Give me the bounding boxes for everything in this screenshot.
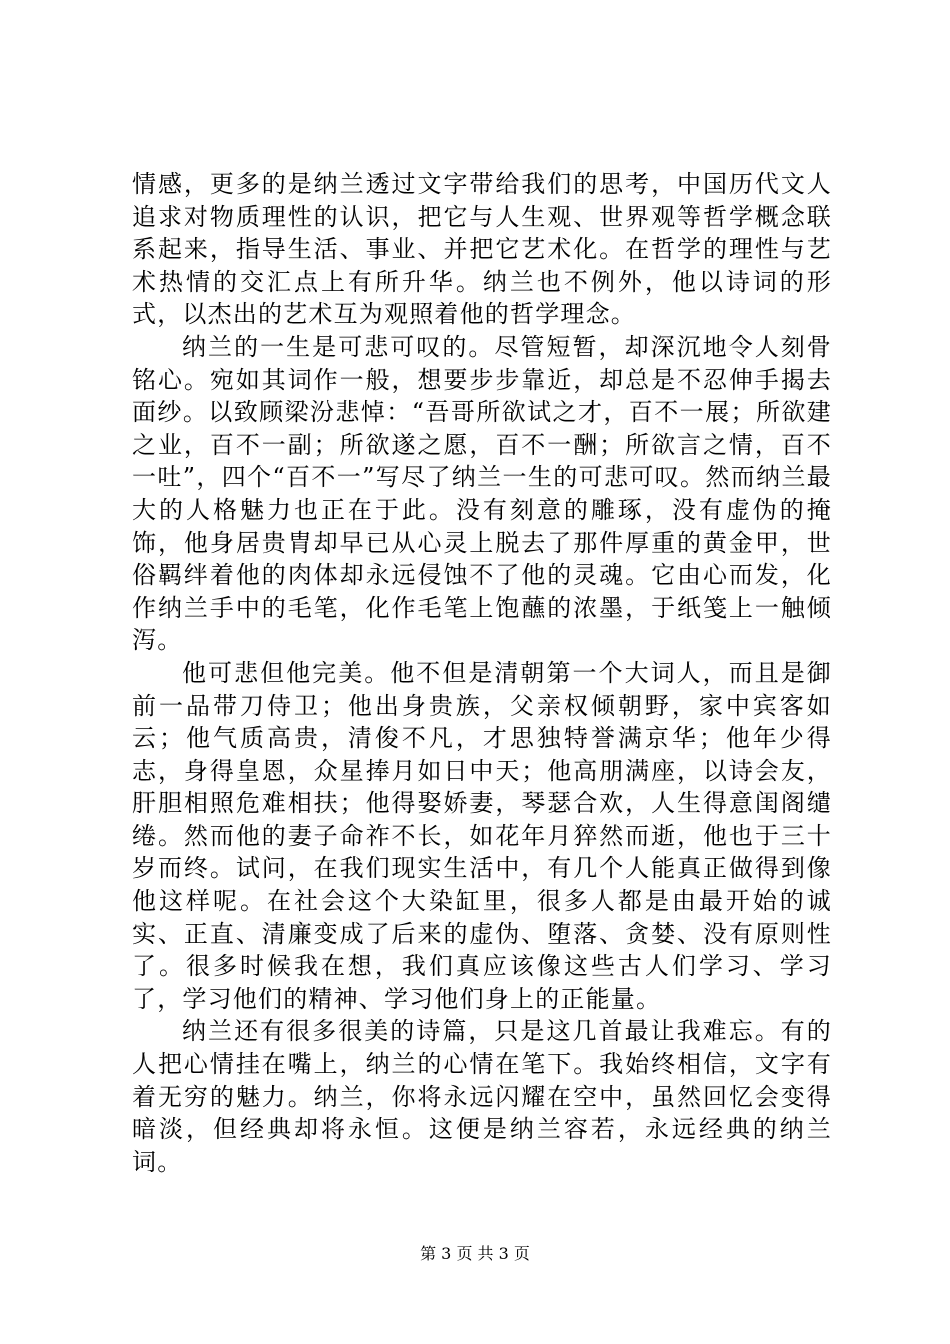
document-body xyxy=(132,168,832,1178)
paragraph-2: 纳兰的一生是可悲可叹的。尽管短暂，却深沉地令人刻骨铭心。宛如其词作一般，想要步步靠近，却总是不忍伸手揭去面纱。以致顾梁汾悲悼：“吾哥所欲试之才，百不一展；所欲建之业，百不一副；所欲遂之愿，百不一酬；所欲言之情，百不一吐”，四个“百不一”写尽了纳兰一生的可悲可叹。然而纳兰最大的人格魅力也正在于此。没有刻意的雕琢，没有虚伪的掩饰，他身居贵胄却早已从心灵上脱去了那件厚重的黄金甲，世俗羁绊着他的肉体却永远侵蚀不了他的灵魂。它由心而发，化作纳兰手中的毛笔，化作毛笔上饱蘸的浓墨，于纸笺上一触倾泻。 xyxy=(132,332,832,655)
paragraph-3: 他可悲但他完美。他不但是清朝第一个大词人，而且是御前一品带刀侍卫；他出身贵族，父亲权倾朝野，家中宾客如云；他气质高贵，清俊不凡，才思独特誉满京华；他年少得志，身得皇恩，众星捧月如日中天；他高朋满座，以诗会友，肝胆相照危难相扶；他得娶娇妻，琴瑟合欢，人生得意闺阁缱绻。然而他的妻子命祚不长，如花年月猝然而逝，他也于三十岁而终。试问，在我们现实生活中，有几个人能真正做得到像他这样呢。在社会这个大染缸里，很多人都是由最开始的诚实、正直、清廉变成了后来的虚伪、堕落、贪婪、没有原则性了。很多时候我在想，我们真应该像这些古人们学习、学习了，学习他们的精神、学习他们身上的正能量。 xyxy=(132,658,832,1013)
paragraph-1: 情感，更多的是纳兰透过文字带给我们的思考，中国历代文人追求对物质理性的认识，把它与人生观、世界观等哲学概念联系起来，指导生活、事业、并把它艺术化。在哲学的理性与艺术热情的交汇点上有所升华。纳兰也不例外，他以诗词的形式，以杰出的艺术互为观照着他的哲学理念。 xyxy=(132,170,832,329)
paragraph-4: 纳兰还有很多很美的诗篇，只是这几首最让我难忘。有的人把心情挂在嘴上，纳兰的心情在笔下。我始终相信，文字有着无穷的魅力。纳兰，你将永远闪耀在空中，虽然回忆会变得暗淡，但经典却将永恒。这便是纳兰容若，永远经典的纳兰词。 xyxy=(132,1017,832,1176)
page-footer xyxy=(0,1244,950,1264)
page-number-label: 第 3 页 共 3 页 xyxy=(420,1244,530,1263)
